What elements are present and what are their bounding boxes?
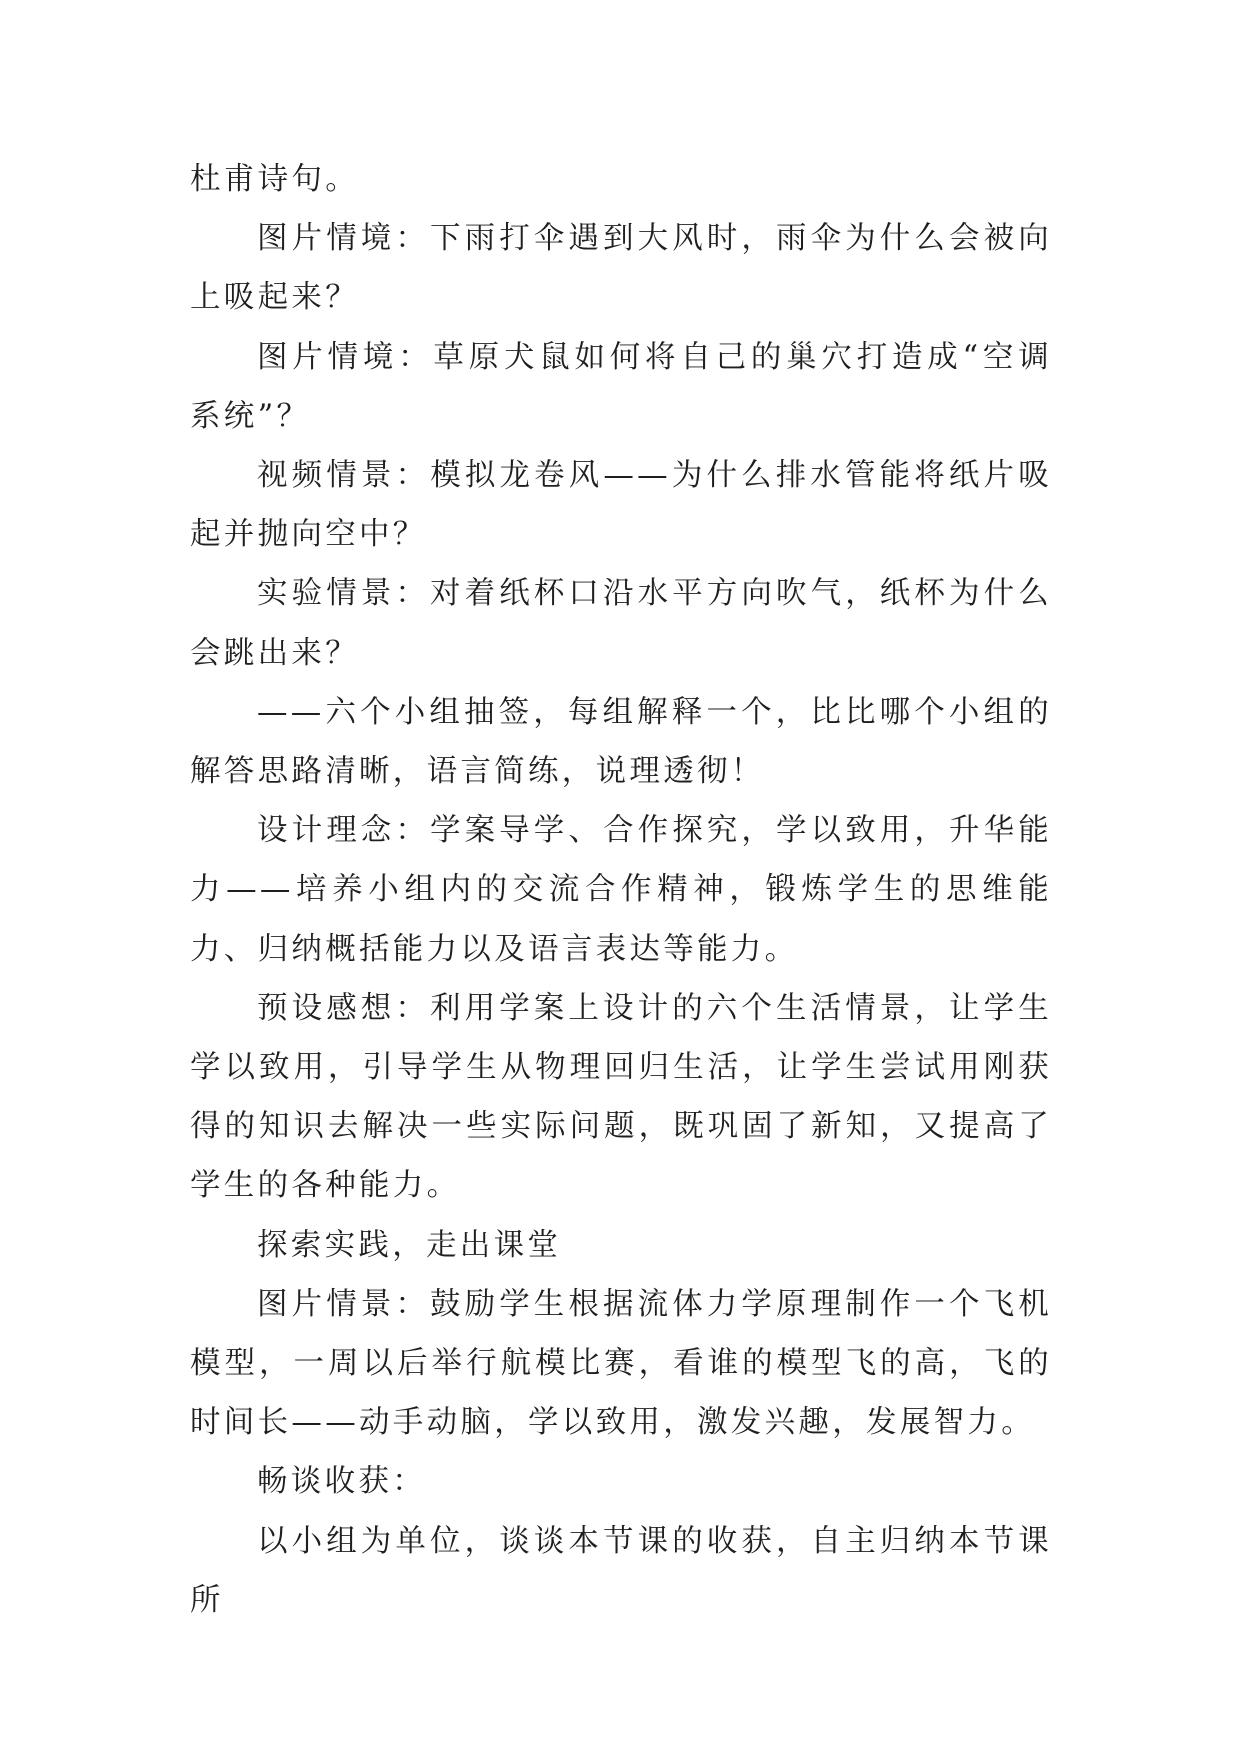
paragraph-group-summary: 以小组为单位，谈谈本节课的收获，自主归纳本节课所 — [190, 1523, 1052, 1618]
paragraph-tornado-video: 视频情景：模拟龙卷风——为什么排水管能将纸片吸起并抛向空中？ — [190, 458, 1052, 553]
paragraph-umbrella-scene: 图片情境：下雨打伞遇到大风时，雨伞为什么会被向上吸起来？ — [190, 221, 1052, 316]
paragraph-group-draw: ——六个小组抽签，每组解释一个，比比哪个小组的解答思路清晰，语言简练，说理透彻！ — [190, 694, 1052, 790]
paragraph-airplane-model: 图片情景：鼓励学生根据流体力学原理制作一个飞机模型，一周以后举行航模比赛，看谁的模型飞的高，飞的时间长——动手动脑，学以致用，激发兴趣，发展智力。 — [190, 1286, 1052, 1441]
paragraph-paper-cup-experiment: 实验情景：对着纸杯口沿水平方向吹气，纸杯为什么会跳出来？ — [190, 576, 1052, 671]
paragraph-continuation: 杜甫诗句。 — [190, 162, 359, 197]
paragraph-expected-reflection: 预设感想：利用学案上设计的六个生活情景，让学生学以致用，引导学生从物理回归生活，让学生尝试用刚获得的知识去解决一些实际问题，既巩固了新知，又提高了学生的各种能力。 — [190, 990, 1052, 1204]
section-heading-harvest: 畅谈收获： — [257, 1464, 426, 1500]
paragraph-design-concept: 设计理念：学案导学、合作探究，学以致用，升华能力——培养小组内的交流合作精神，锻炼学生的思维能力、归纳概括能力以及语言表达等能力。 — [190, 813, 1052, 967]
document-body — [190, 150, 1052, 1630]
section-heading-explore-practice: 探索实践，走出课堂 — [257, 1227, 562, 1263]
paragraph-prairie-dog-scene: 图片情境：草原犬鼠如何将自己的巢穴打造成“空调系统”？ — [190, 339, 1052, 434]
